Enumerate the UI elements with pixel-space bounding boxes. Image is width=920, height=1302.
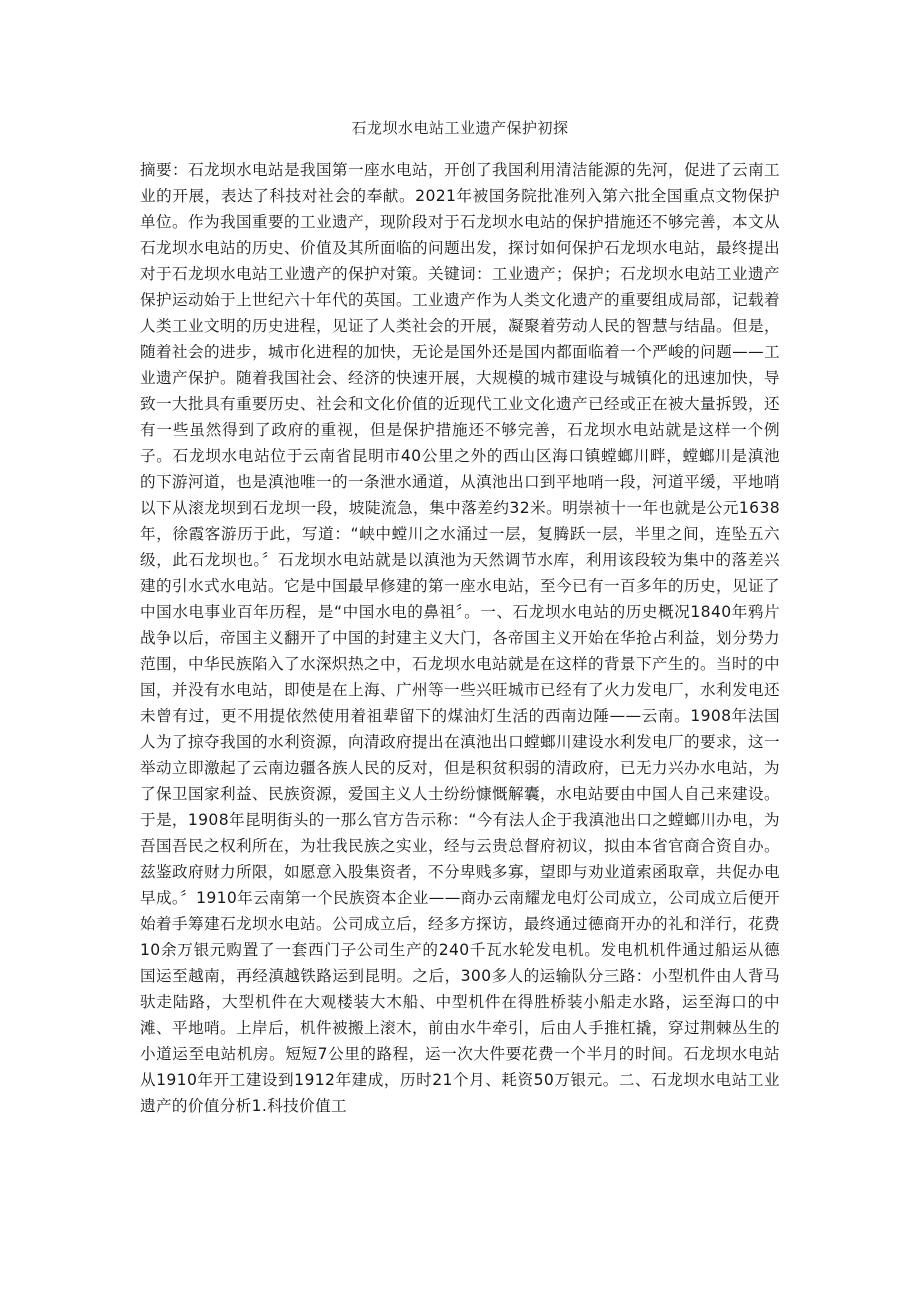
document-body-text: 摘要：石龙坝水电站是我国第一座水电站，开创了我国利用清洁能源的先河，促进了云南工业的开展，表达了科技对社会的奉献。2021年被国务院批准列入第六批全国重点文物保护单位。作为我国重要的工业遗产，现阶段对于石龙坝水电站的保护措施还不够完善，本文从石龙坝水电站的历史、价值及其所面临的问题出发，探讨如何保护石龙坝水电站，最终提出对于石龙坝水电站工业遗产的保护对策。关键词：工业遗产；保护；石龙坝水电站工业遗产保护运动始于上世纪六十年代的英国。工业遗产作为人类文化遗产的重要组成局部，记载着人类工业文明的历史进程，见证了人类社会的开展，凝聚着劳动人民的智慧与结晶。但是，随着社会的进步，城市化进程的加快，无论是国外还是国内都面临着一个严峻的问题——工业遗产保护。随着我国社会、经济的快速开展，大规模的城市建设与城镇化的迅速加快，导致一大批具有重要历史、社会和文化价值的近现代工业文化遗产已经或正在被大量拆毁，还有一些虽然得到了政府的重视，但是保护措施还不够完善，石龙坝水电站就是这样一个例子。石龙坝水电站位于云南省昆明市40公里之外的西山区海口镇螳螂川畔，螳螂川是滇池的下游河道，也是滇池唯一的一条泄水通道，从滇池出口到平地哨一段，河道平缓，平地哨以下从滚龙坝到石龙坝一段，坡陡流急，集中落差约32米。明崇祯十一年也就是公元1638年，徐霞客游历于此，写道：“峡中螳川之水涌过一层，复腾跃一层，半里之间，连坠五六级，此石龙坝也。〞石龙坝水电站就是以滇池为天然调节水库，利用该段较为集中的落差兴建的引水式水电站。它是中国最早修建的第一座水电站，至今已有一百多年的历史，见证了中国水电事业百年历程，是“中国水电的鼻祖〞。一、石龙坝水电站的历史概况1840年鸦片战争以后，帝国主义翻开了中国的封建主义大门，各帝国主义开始在华抢占利益，划分势力范围，中华民族陷入了水深炽热之中，石龙坝水电站就是在这样的背景下产生的。当时的中国，并没有水电站，即使是在上海、广州等一些兴旺城市已经有了火力发电厂，水利发电还未曾有过，更不用提依然使用着祖辈留下的煤油灯生活的西南边陲——云南。1908年法国人为了掠夺我国的水利资源，向清政府提出在滇池出口螳螂川建设水利发电厂的要求，这一举动立即激起了云南边疆各族人民的反对，但是积贫积弱的清政府，已无力兴办水电站，为了保卫国家利益、民族资源，爱国主义人士纷纷慷慨解囊，水电站要由中国人自己来建设。于是，1908年昆明街头的一那么官方告示称：“今有法人企于我滇池出口之螳螂川办电，为吾国吾民之权利所在，为壮我民族之实业，经与云贵总督府初议，拟由本省官商合资自办。兹鉴政府财力所限，如愿意入股集资者，不分卑贱多寡，望即与劝业道索函取章，共促办电早成。〞1910年云南第一个民族资本企业——商办云南耀龙电灯公司成立，公司成立后便开始着手筹建石龙坝水电站。公司成立后，经多方探访，最终通过德商开办的礼和洋行，花费10余万银元购置了一套西门子公司生产的240千瓦水轮发电机。发电机机件通过船运从德国运至越南，再经滇越铁路运到昆明。之后，300多人的运输队分三路：小型机件由人背马驮走陆路，大型机件在大观楼装大木船、中型机件在得胜桥装小船走水路，运至海口的中滩、平地哨。上岸后，机件被搬上滚木，前由水牛牵引，后由人手推杠撬，穿过荆棘丛生的小道运至电站机房。短短7公里的路程，运一次大件要花费一个半月的时间。石龙坝水电站从1910年开工建设到1912年建成，历时21个月、耗资50万银元。二、石龙坝水电站工业遗产的价值分析1.科技价值工: [140, 161, 780, 1115]
document-title: 石龙坝水电站工业遗产保护初探: [351, 119, 569, 137]
